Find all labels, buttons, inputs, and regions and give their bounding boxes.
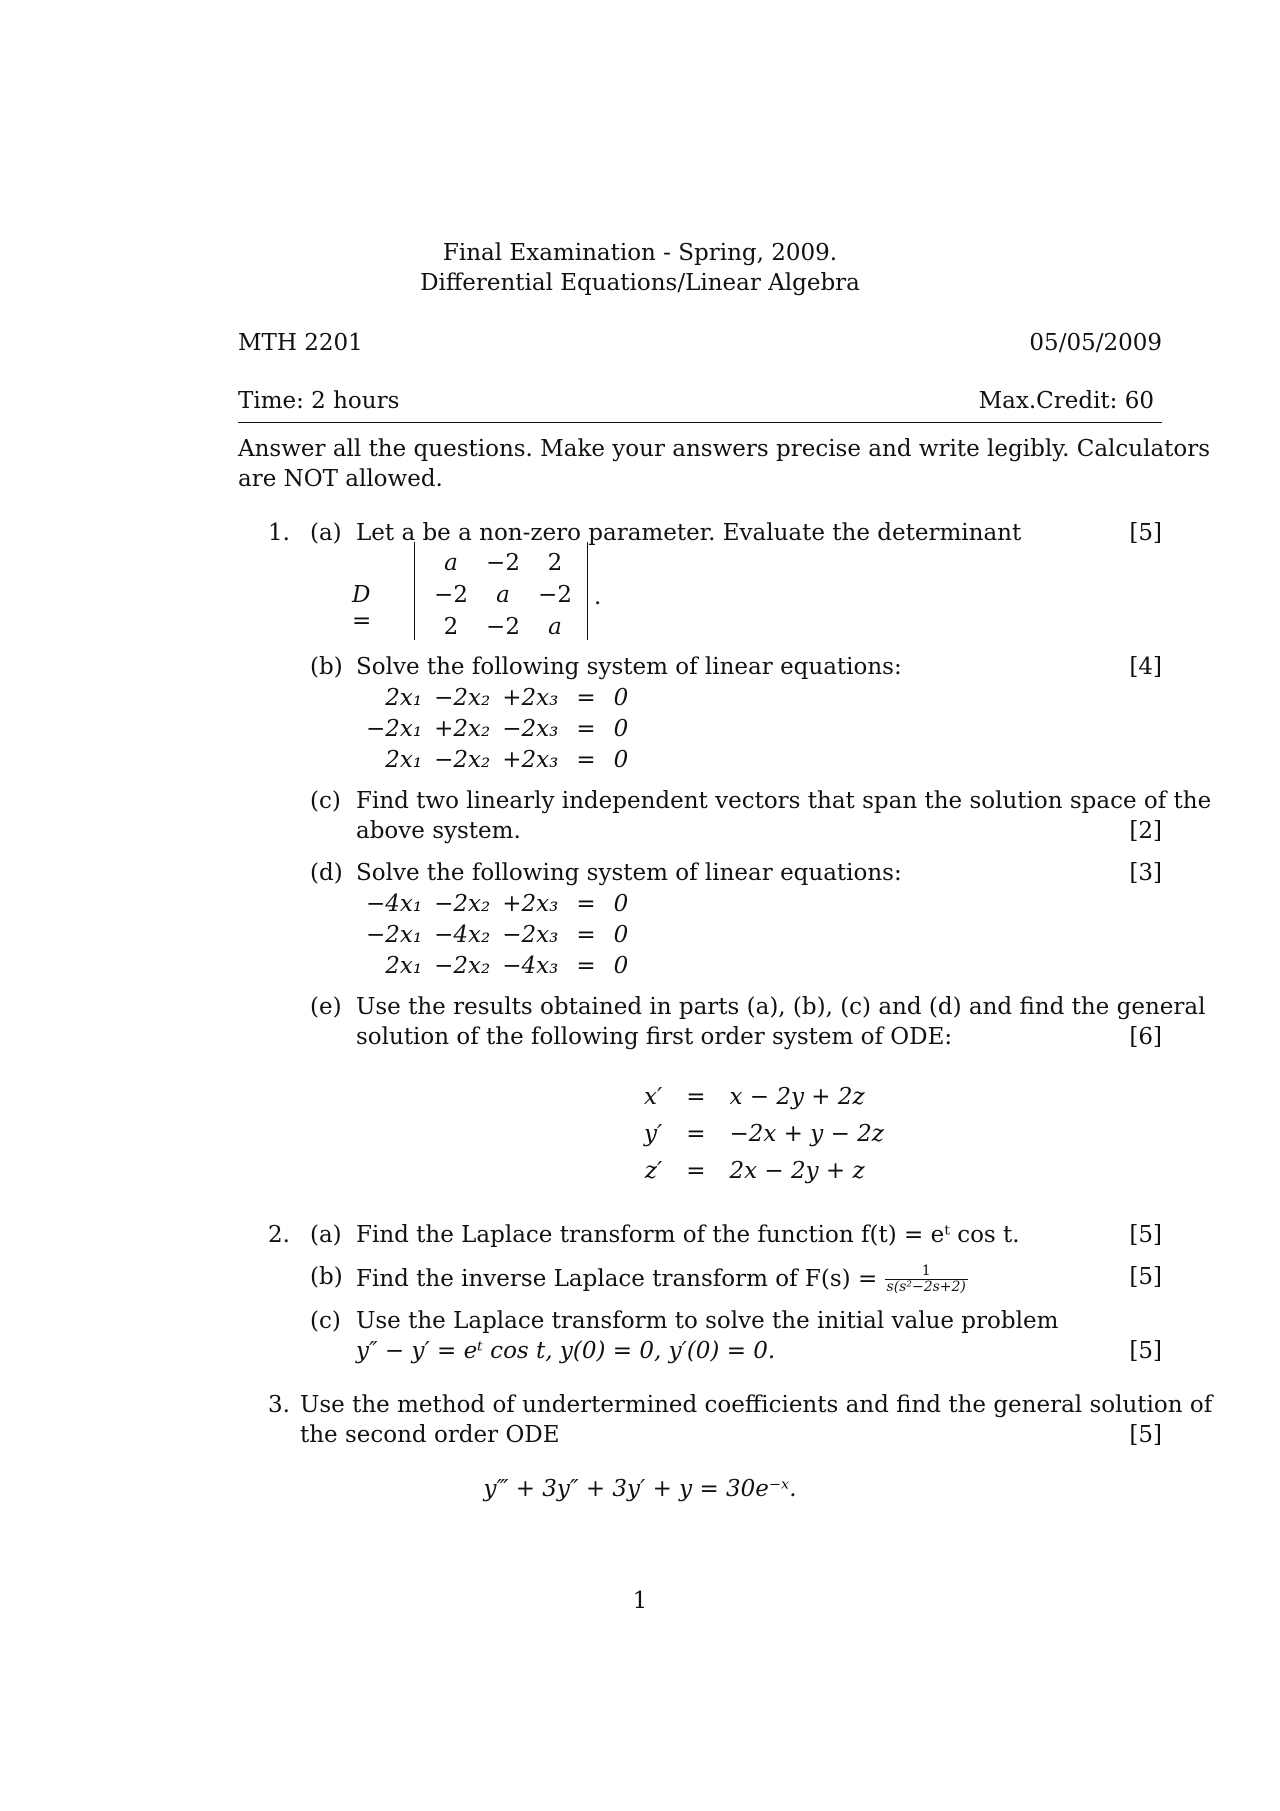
q2b-marks: [5] bbox=[1129, 1264, 1162, 1290]
system-row bbox=[360, 888, 634, 919]
det-cell: −2 bbox=[434, 582, 468, 608]
q2c-label: (c) bbox=[310, 1308, 341, 1334]
term: 2x₁ bbox=[385, 952, 423, 979]
instructions-line-1: Answer all the questions. Make your answers precise and write legibly. Calculators bbox=[238, 436, 1211, 462]
header-rule bbox=[238, 422, 1162, 423]
ode-row bbox=[634, 1152, 894, 1189]
term: −2x₂ bbox=[434, 746, 491, 773]
term: +2x₃ bbox=[502, 746, 559, 773]
q1e-ode-system bbox=[634, 1078, 894, 1189]
rhs: 0 bbox=[613, 890, 629, 917]
q1b-marks: [4] bbox=[1129, 654, 1162, 680]
term: −2x₁ bbox=[366, 921, 423, 948]
q1b-text: Solve the following system of linear equations: bbox=[356, 654, 902, 680]
equals: = bbox=[576, 715, 596, 742]
equals: = bbox=[576, 746, 596, 773]
det-cell: a bbox=[548, 614, 562, 640]
det-cell: 2 bbox=[547, 550, 563, 576]
system-row bbox=[360, 682, 634, 713]
term: −2x₂ bbox=[434, 952, 491, 979]
rhs: 0 bbox=[613, 952, 629, 979]
det-cell: −2 bbox=[486, 550, 520, 576]
rhs: 0 bbox=[613, 684, 629, 711]
term: −2x₁ bbox=[366, 715, 423, 742]
determinant-label: D = bbox=[352, 582, 372, 634]
term: 2x₁ bbox=[385, 746, 423, 773]
system-row bbox=[360, 950, 634, 981]
q2-number: 2. bbox=[268, 1222, 290, 1248]
q3-line-1: Use the method of undertermined coefficients and find the general solution of bbox=[300, 1392, 1213, 1418]
fraction-denominator: s(s²−2s+2) bbox=[886, 1279, 966, 1296]
det-cell: a bbox=[496, 582, 510, 608]
exam-subtitle: Differential Equations/Linear Algebra bbox=[420, 270, 860, 296]
q1e-label: (e) bbox=[310, 994, 342, 1020]
q1-number: 1. bbox=[268, 520, 290, 546]
equals: = bbox=[576, 952, 596, 979]
ode-lhs: x′ bbox=[644, 1083, 663, 1110]
rhs: 0 bbox=[613, 715, 629, 742]
term: +2x₂ bbox=[434, 715, 491, 742]
q1a-label: (a) bbox=[310, 520, 342, 546]
q2b-text-main: Find the inverse Laplace transform of F(s) = bbox=[356, 1265, 878, 1292]
ode-lhs: y′ bbox=[644, 1120, 663, 1147]
term: +2x₃ bbox=[502, 684, 559, 711]
q1c-marks: [2] bbox=[1129, 818, 1162, 844]
determinant-period: . bbox=[594, 584, 602, 610]
equals: = bbox=[576, 921, 596, 948]
q1e-line-1: Use the results obtained in parts (a), (b), (c) and (d) and find the general bbox=[356, 994, 1206, 1020]
q3-number: 3. bbox=[268, 1392, 290, 1418]
q2c-line-2: y″ − y′ = eᵗ cos t, y(0) = 0, y′(0) = 0. bbox=[356, 1338, 776, 1364]
system-row bbox=[360, 919, 634, 950]
system-row bbox=[360, 713, 634, 744]
q1e-marks: [6] bbox=[1129, 1024, 1162, 1050]
q2a-text: Find the Laplace transform of the function f(t) = eᵗ cos t. bbox=[356, 1222, 1020, 1248]
term: +2x₃ bbox=[502, 890, 559, 917]
rhs: 0 bbox=[613, 921, 629, 948]
q3-marks: [5] bbox=[1129, 1422, 1162, 1448]
q1b-system bbox=[360, 682, 634, 775]
q2b-text bbox=[356, 1264, 968, 1296]
q1a-marks: [5] bbox=[1129, 520, 1162, 546]
det-cell: a bbox=[444, 550, 458, 576]
equals: = bbox=[686, 1120, 706, 1147]
term: −2x₂ bbox=[434, 890, 491, 917]
term: 2x₁ bbox=[385, 684, 423, 711]
term: −4x₁ bbox=[366, 890, 423, 917]
ode-row bbox=[634, 1115, 894, 1152]
q1d-marks: [3] bbox=[1129, 860, 1162, 886]
equals: = bbox=[686, 1083, 706, 1110]
q2b-fraction bbox=[885, 1264, 968, 1296]
equals: = bbox=[576, 890, 596, 917]
exam-date: 05/05/2009 bbox=[1029, 330, 1162, 356]
ode-rhs: 2x − 2y + z bbox=[729, 1157, 865, 1184]
exam-title: Final Examination - Spring, 2009. bbox=[442, 240, 838, 266]
q2a-label: (a) bbox=[310, 1222, 342, 1248]
ode-rhs: x − 2y + 2z bbox=[729, 1083, 865, 1110]
ode-rhs: −2x + y − 2z bbox=[729, 1120, 884, 1147]
term: −4x₃ bbox=[502, 952, 559, 979]
equals: = bbox=[576, 684, 596, 711]
instructions-line-2: are NOT allowed. bbox=[238, 466, 443, 492]
q2c-marks: [5] bbox=[1129, 1338, 1162, 1364]
ode-row bbox=[634, 1078, 894, 1115]
q1c-line-1: Find two linearly independent vectors that span the solution space of the bbox=[356, 788, 1212, 814]
q1b-label: (b) bbox=[310, 654, 343, 680]
q2b-label: (b) bbox=[310, 1264, 343, 1290]
system-row bbox=[360, 744, 634, 775]
q1d-label: (d) bbox=[310, 860, 343, 886]
q1d-text: Solve the following system of linear equations: bbox=[356, 860, 902, 886]
exam-duration: Time: 2 hours bbox=[238, 388, 400, 414]
determinant-bars bbox=[414, 542, 588, 640]
q3-equation: y‴ + 3y″ + 3y′ + y = 30e⁻ˣ. bbox=[483, 1476, 797, 1502]
det-cell: 2 bbox=[443, 614, 459, 640]
term: −4x₂ bbox=[434, 921, 491, 948]
q2a-marks: [5] bbox=[1129, 1222, 1162, 1248]
term: −2x₃ bbox=[502, 921, 559, 948]
ode-lhs: z′ bbox=[644, 1157, 663, 1184]
q2c-line-1: Use the Laplace transform to solve the initial value problem bbox=[356, 1308, 1059, 1334]
q1e-line-2: solution of the following first order system of ODE: bbox=[356, 1024, 953, 1050]
max-credit: Max.Credit: 60 bbox=[978, 388, 1154, 414]
course-code: MTH 2201 bbox=[238, 330, 363, 356]
rhs: 0 bbox=[613, 746, 629, 773]
q1c-label: (c) bbox=[310, 788, 341, 814]
q1c-line-2: above system. bbox=[356, 818, 521, 844]
q1d-system bbox=[360, 888, 634, 981]
term: −2x₃ bbox=[502, 715, 559, 742]
equals: = bbox=[686, 1157, 706, 1184]
q1a-text: Let a be a non-zero parameter. Evaluate the determinant bbox=[356, 520, 1022, 546]
term: −2x₂ bbox=[434, 684, 491, 711]
page-number: 1 bbox=[632, 1588, 648, 1614]
q3-line-2: the second order ODE bbox=[300, 1422, 560, 1448]
fraction-numerator: 1 bbox=[885, 1264, 968, 1280]
det-cell: −2 bbox=[486, 614, 520, 640]
det-cell: −2 bbox=[538, 582, 572, 608]
